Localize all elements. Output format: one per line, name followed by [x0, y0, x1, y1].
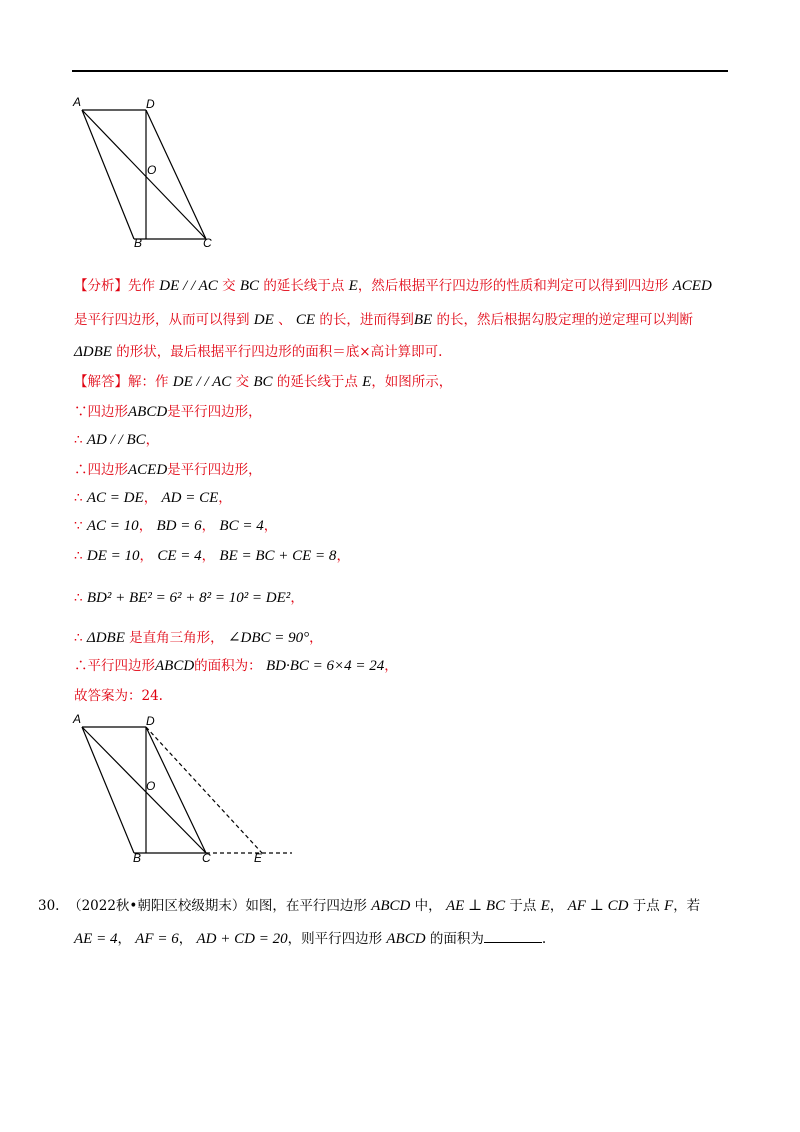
solution-line-4: ∴四边形ACED是平行四边形， [74, 462, 262, 478]
analysis-tag: 【分析】 [74, 278, 128, 294]
label-D: D [146, 714, 155, 728]
solution-line-2: ∵四边形ABCD是平行四边形， [74, 404, 262, 420]
label-C: C [203, 236, 212, 250]
label-A: A [73, 95, 82, 109]
solution-line-8: ∴ BD² + BE² = 6² + 8² = 10² = DE²， [74, 590, 304, 606]
label-C: C [202, 851, 211, 865]
solution-line-7: ∴ DE = 10， CE = 4， BE = BC + CE = 8， [74, 548, 350, 564]
solution-line-1: 【解答】解：作 DE / / AC 交 BC 的延长线于点 E，如图所示， [74, 374, 453, 390]
question-30-line-1: 30. （2022秋•朝阳区校级期末）如图，在平行四边形 ABCD 中， AE ⊥ BC 于点 E， AF ⊥ CD 于点 F，若 [38, 898, 701, 914]
label-A: A [73, 712, 82, 726]
label-B: B [134, 236, 143, 250]
solution-line-5: ∴ AC = DE， AD = CE， [74, 490, 232, 506]
solution-line-10: ∴平行四边形ABCD的面积为： BD·BC = 6×4 = 24， [74, 658, 398, 674]
analysis-line-3: ΔDBE 的形状，最后根据平行四边形的面积＝底×高计算即可. [74, 344, 443, 360]
label-B: B [133, 851, 142, 865]
question-30-line-2: AE = 4， AF = 6， AD + CD = 20，则平行四边形 ABCD 的面积为 . [74, 928, 546, 949]
analysis-line-2: 是平行四边形，从而可以得到 DE 、 CE 的长，进而得到BE 的长，然后根据勾股定理的逆定理可以判断 [74, 312, 693, 328]
solution-line-9: ∴ ΔDBE 是直角三角形， ∠DBC = 90°， [74, 630, 323, 646]
answer-blank[interactable] [484, 928, 542, 943]
question-number: 30. [38, 898, 60, 914]
parallelogram-figure-2 [70, 710, 300, 870]
solution-line-3: ∴ AD / / BC， [74, 432, 160, 448]
solution-answer: 故答案为：24. [74, 688, 163, 704]
header-rule [72, 70, 728, 72]
analysis-line-1: 【分析】先作 DE / / AC 交 BC 的延长线于点 E，然后根据平行四边形的性质和判定可以得到四边形 ACED [74, 278, 712, 294]
label-E: E [254, 851, 263, 865]
label-O: O [147, 163, 157, 177]
label-O: O [146, 779, 156, 793]
label-D: D [146, 97, 155, 111]
solution-line-6: ∵ AC = 10， BD = 6， BC = 4， [74, 518, 278, 534]
parallelogram-figure-1 [70, 92, 230, 252]
solution-tag: 【解答】 [74, 374, 128, 390]
